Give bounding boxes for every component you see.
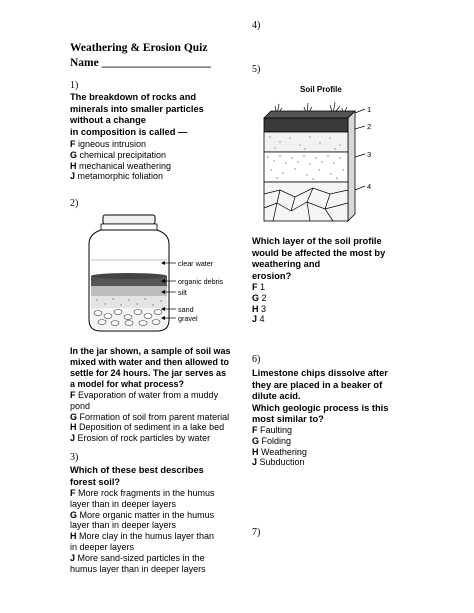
question-2-stem-line: settle for 24 hours. The jar serves as: [70, 368, 227, 378]
question-2-options: [70, 390, 270, 444]
option-letter: G: [252, 292, 260, 303]
option-letter: F: [70, 390, 76, 400]
question-5-stem-line: would be affected the most by: [252, 247, 386, 258]
question-6-option-j[interactable]: [252, 457, 307, 468]
option-letter: H: [70, 422, 77, 433]
question-1-stem: [70, 92, 240, 138]
question-2-option-f[interactable]: [70, 390, 270, 412]
label-clear-water: clear water: [178, 259, 214, 268]
option-text: 4: [257, 314, 265, 325]
option-text-continued: in deeper layers: [70, 541, 135, 552]
question-6-option-h[interactable]: [252, 447, 307, 458]
question-6-option-f[interactable]: [252, 425, 307, 436]
name-field-label: Name ___________________: [70, 57, 211, 69]
question-2-option-g[interactable]: [70, 412, 270, 423]
option-letter: G: [252, 435, 260, 446]
option-letter: H: [252, 446, 259, 457]
option-letter: G: [70, 149, 78, 160]
quiz-title: Weathering & Erosion Quiz: [70, 42, 208, 54]
jar-neck: [101, 224, 157, 230]
option-text: Evaporation of water from a muddy: [75, 390, 219, 400]
question-1-options: [70, 139, 171, 182]
question-6-stem-line: Limestone chips dissolve after: [252, 368, 388, 378]
question-5-stem: [252, 236, 432, 282]
question-3-stem-line: forest soil?: [70, 476, 121, 487]
layer-label-4: 4: [367, 182, 372, 191]
question-2-stem: [70, 346, 260, 390]
question-3-option-h[interactable]: [70, 531, 270, 553]
question-4-number: 4): [252, 20, 261, 31]
layer-label-2: 2: [367, 122, 372, 131]
question-2-option-h[interactable]: [70, 422, 270, 433]
option-text-continued: pond: [70, 400, 91, 411]
question-5-option-h[interactable]: [252, 304, 267, 315]
organic-debris-top: [91, 273, 167, 279]
question-3-stem-line: Which of these best describes: [70, 465, 204, 475]
sand-layer: [91, 296, 167, 308]
question-6-stem-line: most similar to?: [252, 414, 324, 424]
soil-layer-1: [264, 118, 348, 132]
profile-side-face: [348, 111, 355, 221]
question-5-number: 5): [252, 64, 261, 75]
option-letter: J: [70, 171, 76, 182]
question-6-stem-line: they are placed in a beaker of: [252, 379, 383, 390]
question-3-number: 3): [70, 452, 79, 463]
question-2-option-j[interactable]: [70, 433, 270, 444]
question-7-number: 7): [252, 527, 261, 538]
option-letter: H: [70, 531, 77, 542]
question-3-option-g[interactable]: [70, 510, 270, 532]
option-text: mechanical weathering: [76, 160, 172, 171]
option-letter: F: [70, 139, 76, 149]
layer-leaders: [355, 109, 365, 190]
question-5-option-g[interactable]: [252, 293, 267, 304]
option-letter: J: [70, 433, 76, 444]
question-5-stem-line: weathering and: [252, 259, 321, 269]
option-text: Formation of soil from parent material: [77, 411, 230, 422]
question-2-stem-line: mixed with water and then allowed to: [70, 357, 230, 367]
soil-profile-diagram: [255, 82, 385, 232]
question-2-stem-line: a model for what process?: [70, 379, 185, 389]
question-6-options: [252, 425, 307, 468]
question-3-options: [70, 488, 270, 574]
question-1-stem-line: in composition is called —: [70, 126, 188, 137]
option-letter: H: [252, 303, 259, 314]
option-text-continued: layer than in deeper layers: [70, 520, 177, 531]
question-1-option-g[interactable]: [70, 150, 171, 161]
question-3-stem: [70, 465, 250, 488]
option-text-continued: layer than in deeper layers: [70, 498, 177, 509]
question-1-option-f[interactable]: [70, 139, 171, 150]
option-text: igneous intrusion: [75, 139, 147, 149]
question-6-stem-line: dilute acid.: [252, 391, 301, 401]
silt-layer: [91, 286, 167, 296]
soil-profile-title: Soil Profile: [300, 85, 342, 94]
option-letter: J: [70, 552, 76, 563]
option-text: More rock fragments in the humus: [75, 488, 215, 498]
option-text: Deposition of sediment in a lake bed: [76, 422, 225, 433]
question-6-stem: [252, 368, 432, 426]
option-text: 3: [258, 303, 267, 314]
question-2-stem-line: In the jar shown, a sample of soil was: [70, 346, 231, 356]
option-letter: H: [70, 160, 77, 171]
question-6-number: 6): [252, 354, 261, 365]
profile-top-face: [264, 111, 355, 118]
question-3-option-f[interactable]: [70, 488, 270, 510]
option-text: Faulting: [257, 425, 293, 435]
soil-layer-3: [264, 152, 348, 182]
jar-diagram: [85, 212, 230, 337]
question-1-stem-line: The breakdown of rocks and: [70, 92, 197, 102]
question-5-stem-line: Which layer of the soil profile: [252, 236, 382, 246]
question-1-option-j[interactable]: [70, 171, 171, 182]
option-letter: G: [70, 411, 78, 422]
jar-lid: [103, 215, 155, 224]
option-letter: G: [70, 509, 78, 520]
option-text: 1: [257, 282, 266, 292]
question-5-stem-line: erosion?: [252, 270, 292, 281]
option-letter: F: [70, 488, 76, 498]
question-2-number: 2): [70, 198, 79, 209]
option-text: Erosion of rock particles by water: [75, 433, 211, 444]
option-text: Subduction: [257, 457, 305, 468]
option-text: Folding: [259, 435, 292, 446]
option-letter: J: [252, 314, 258, 325]
question-6-option-g[interactable]: [252, 436, 307, 447]
option-text: Weathering: [258, 446, 307, 457]
option-letter: F: [252, 425, 258, 435]
question-1-number: 1): [70, 80, 79, 91]
label-sand: sand: [178, 305, 194, 314]
question-3-option-j[interactable]: [70, 553, 270, 575]
option-text: More organic matter in the humus: [77, 509, 215, 520]
layer-label-1: 1: [367, 105, 372, 114]
label-organic-debris: organic debris: [178, 277, 224, 286]
option-text: More clay in the humus layer than: [76, 531, 215, 542]
option-text: 2: [259, 292, 267, 303]
layer-label-3: 3: [367, 150, 372, 159]
label-gravel: gravel: [178, 314, 198, 323]
question-1-stem-line: without a change: [70, 115, 146, 125]
option-text: More sand-sized particles in the: [75, 552, 205, 563]
label-silt: silt: [178, 288, 187, 297]
question-5-options: [252, 282, 267, 325]
option-letter: F: [252, 282, 258, 292]
soil-layer-4: [264, 182, 348, 221]
option-text: chemical precipitation: [77, 149, 167, 160]
option-text-continued: humus layer than in deeper layers: [70, 563, 206, 574]
question-6-stem-line: Which geologic process is this: [252, 402, 389, 413]
question-1-stem-line: minerals into smaller particles: [70, 103, 204, 114]
question-5-option-j[interactable]: [252, 314, 267, 325]
option-text: metamorphic foliation: [75, 171, 164, 182]
option-letter: J: [252, 457, 258, 468]
question-1-option-h[interactable]: [70, 161, 171, 172]
question-5-option-f[interactable]: [252, 282, 267, 293]
